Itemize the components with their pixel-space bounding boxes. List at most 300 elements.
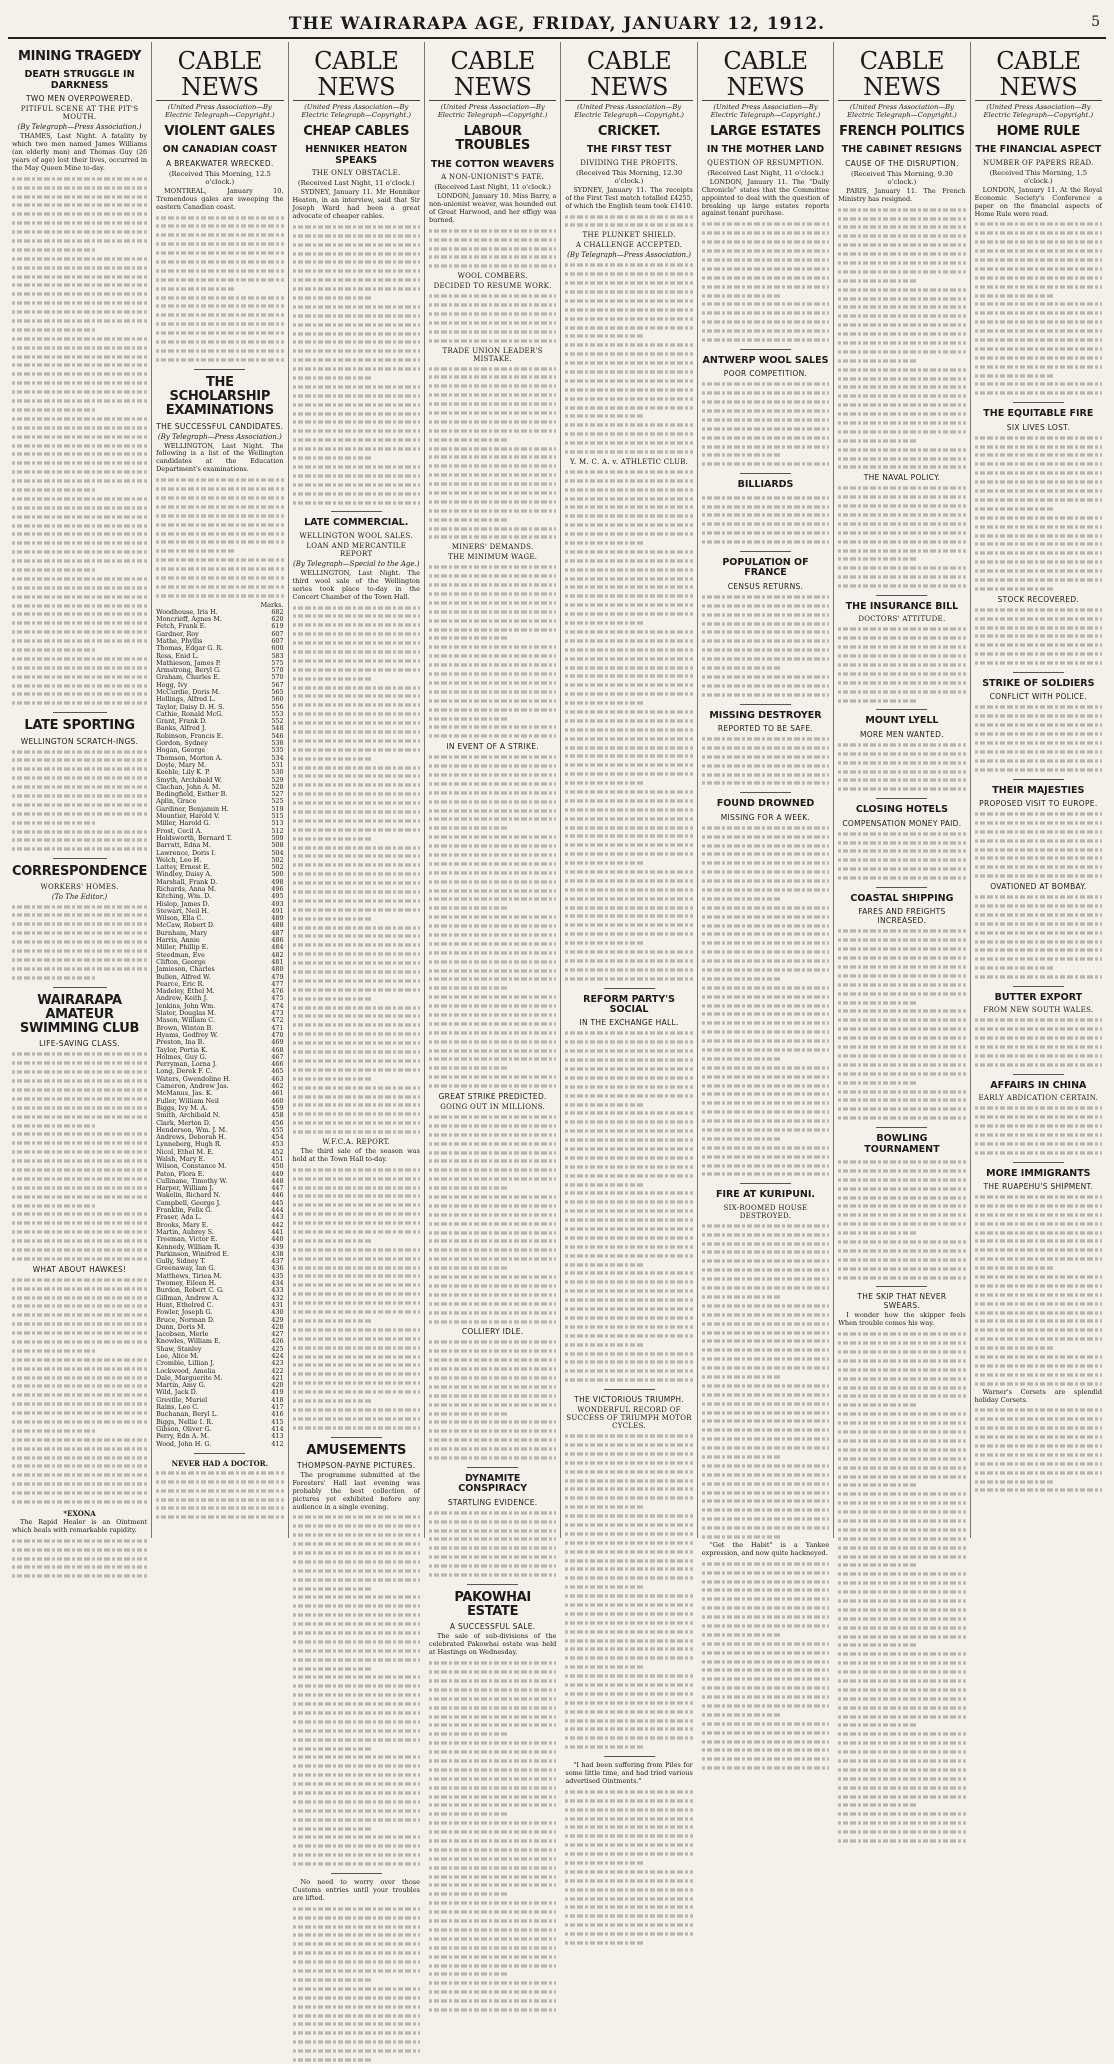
- text-line: [12, 1305, 147, 1308]
- text-line: [429, 394, 556, 397]
- text-line: [429, 1240, 556, 1243]
- text-line: [702, 933, 829, 936]
- text-line: [293, 243, 420, 246]
- text-line: [565, 1210, 692, 1213]
- text-line: [702, 1066, 829, 1069]
- candidate-marks: 414: [271, 1424, 284, 1433]
- headline-bowling: BOWLING TOURNAMENT: [864, 1133, 940, 1155]
- text-line: [838, 992, 965, 995]
- divider: [740, 792, 791, 793]
- text-line: [565, 506, 692, 509]
- subhead: NUMBER OF PAPERS READ.: [983, 158, 1094, 167]
- text-line: [293, 944, 420, 947]
- headline-pakowhai: PAKOWHAI ESTATE: [454, 1589, 531, 1620]
- text-line: [975, 338, 1102, 341]
- text-line: [565, 799, 692, 802]
- text-line: [429, 1742, 556, 1745]
- text-line: [293, 1658, 420, 1661]
- text-line: [293, 483, 420, 486]
- press-credit: (United Press Association—By Electric Telegraph—Copyright.): [710, 103, 821, 120]
- text-line: [838, 1715, 965, 1718]
- text-line: [429, 987, 508, 990]
- candidate-marks: 488: [271, 921, 284, 930]
- text-line: [975, 635, 1102, 638]
- text-line: [156, 296, 283, 299]
- text-line: [12, 417, 147, 420]
- text-line: [293, 1809, 420, 1812]
- text-line: [12, 1349, 96, 1352]
- text-line: [429, 1204, 556, 1207]
- text-line: [12, 1456, 147, 1459]
- text-line: [156, 340, 283, 343]
- candidate-marks: 442: [271, 1220, 284, 1229]
- candidate-name: McCurdie, Doris M.: [156, 687, 221, 696]
- text-line: [293, 1301, 420, 1304]
- candidate-marks: 440: [271, 1235, 284, 1244]
- illegible-text-block: [975, 893, 1102, 981]
- article-text: LONDON, January 11. The "Daily Chronicle" states that the Committee appointed to deal with the question of breaking up large estates reports against tenant purchase.: [701, 177, 830, 218]
- text-line: [293, 1747, 372, 1750]
- candidate-marks: 546: [271, 731, 284, 740]
- text-line: [429, 256, 556, 259]
- column-7: [834, 42, 970, 1538]
- text-line: [429, 1759, 556, 1762]
- candidate-marks: 489: [271, 914, 284, 923]
- text-line: [838, 412, 965, 415]
- text-line: [565, 666, 692, 669]
- subhead: A BREAKWATER WRECKED.: [166, 158, 274, 168]
- text-line: [565, 1094, 692, 1097]
- illegible-text-block: [838, 741, 965, 793]
- received-line: (Received This Morning, 12.5 o'clock.): [168, 169, 271, 186]
- text-line: [429, 1511, 556, 1514]
- text-line: [156, 594, 283, 597]
- candidate-marks: 552: [271, 717, 284, 726]
- text-line: [429, 699, 556, 702]
- text-line: [702, 1633, 781, 1636]
- text-line: [702, 1731, 829, 1734]
- divider: [740, 473, 791, 474]
- candidate-name: Waters, Gwendoline H.: [156, 1074, 231, 1083]
- text-line: [975, 445, 1102, 448]
- text-line: [12, 768, 147, 771]
- text-line: [565, 1639, 692, 1642]
- text-line: [975, 578, 1102, 581]
- text-line: [838, 1063, 965, 1066]
- text-line: [156, 278, 283, 281]
- text-line: [702, 870, 829, 873]
- illegible-text-block: [429, 1113, 556, 1325]
- text-line: [12, 462, 147, 465]
- text-line: [565, 559, 692, 562]
- subhead: WELLINGTON WOOL SALES.: [299, 531, 413, 540]
- text-line: [838, 226, 965, 229]
- text-line: [565, 1808, 692, 1811]
- candidate-name: Keeble, Lily K. P.: [156, 768, 211, 777]
- headline-reform-social: REFORM PARTY'S SOCIAL: [583, 993, 676, 1015]
- text-line: [429, 509, 556, 512]
- text-line: [975, 617, 1102, 620]
- text-line: [429, 1777, 556, 1780]
- text-line: [565, 1434, 692, 1437]
- text-line: [702, 496, 829, 499]
- text-line: [293, 1774, 420, 1777]
- candidate-marks: 455: [271, 1125, 284, 1134]
- text-line: [293, 810, 420, 813]
- subhead: THE FIRST TEST: [586, 144, 672, 156]
- candidate-name: Crombie, Lillian J.: [156, 1359, 215, 1368]
- subhead: MORE MEN WANTED.: [859, 729, 944, 739]
- illegible-text-block: [293, 223, 420, 507]
- candidate-marks: 413: [271, 1432, 284, 1441]
- text-line: [565, 648, 692, 651]
- headline-cricket: CRICKET.: [597, 124, 661, 140]
- subhead: LOAN AND MERCANTILE REPORT: [306, 541, 407, 558]
- text-line: [838, 646, 965, 649]
- text-line: [12, 444, 147, 447]
- candidate-name: Smyth, Archibald W.: [156, 775, 222, 784]
- candidate-name: Franklin, Felix G.: [156, 1206, 213, 1215]
- text-line: [156, 505, 283, 508]
- text-line: [702, 1260, 829, 1263]
- text-line: [293, 1640, 420, 1643]
- text-line: [293, 1015, 420, 1018]
- text-line: [565, 764, 692, 767]
- text-line: [975, 1063, 1102, 1066]
- press-credit: (United Press Association—By Electric Telegraph—Copyright.): [574, 103, 684, 120]
- article-text: SYDNEY, January 11. The receipts of the First Test match totalled £4255, of which the English team took £1410.: [565, 185, 693, 210]
- text-line: [702, 764, 829, 767]
- received-line: (Received Last Night, 11 o'clock.): [434, 183, 551, 192]
- illegible-text-block: [429, 292, 556, 344]
- text-line: [293, 279, 420, 282]
- text-line: [975, 232, 1102, 235]
- candidate-name: Gardner, Roy: [156, 629, 199, 638]
- text-line: [975, 866, 1102, 869]
- text-line: [429, 1946, 556, 1949]
- text-line: [975, 839, 1102, 842]
- text-line: [975, 436, 1102, 439]
- text-line: [293, 855, 420, 858]
- headline-closing-hotels: CLOSING HOTELS: [855, 804, 948, 816]
- divider: [53, 858, 107, 859]
- candidate-marks: 493: [271, 899, 284, 908]
- text-line: [565, 1666, 644, 1669]
- candidate-name: Mathieson, James P.: [156, 658, 221, 667]
- text-line: [156, 225, 283, 228]
- text-line: [702, 1651, 829, 1654]
- text-line: [565, 335, 644, 338]
- text-line: [293, 1782, 420, 1785]
- candidate-name: Rains, Leo C.: [156, 1403, 199, 1412]
- text-line: [565, 450, 692, 453]
- text-line: [975, 904, 1102, 907]
- text-line: [702, 1128, 829, 1131]
- text-line: [565, 1156, 692, 1159]
- text-line: [565, 1325, 692, 1328]
- text-line: [12, 1331, 147, 1334]
- text-line: [156, 532, 283, 535]
- candidate-marks: 570: [271, 666, 284, 675]
- text-line: [975, 1373, 1102, 1376]
- text-line: [12, 785, 147, 788]
- text-line: [429, 1385, 556, 1388]
- illegible-text-block: [975, 434, 1102, 593]
- candidate-marks: 450: [271, 1162, 284, 1171]
- text-line: [429, 818, 556, 821]
- text-line: [12, 648, 96, 651]
- text-line: [838, 1599, 965, 1602]
- text-line: [702, 888, 829, 891]
- masthead-rule: [8, 37, 1106, 39]
- text-line: [565, 1165, 692, 1168]
- divider: [53, 712, 107, 713]
- headline-antwerp: ANTWERP WOOL SALES: [702, 354, 829, 366]
- text-line: [838, 1501, 965, 1504]
- text-line: [293, 359, 420, 362]
- text-line: [293, 1213, 420, 1216]
- candidate-marks: 432: [271, 1293, 284, 1302]
- text-line: [838, 841, 965, 844]
- text-line: [975, 587, 1054, 590]
- candidate-marks: 469: [271, 1038, 284, 1047]
- candidate-marks: 535: [271, 746, 284, 755]
- text-line: [12, 595, 147, 598]
- text-line: [838, 1249, 965, 1252]
- text-line: [293, 1596, 420, 1599]
- received-line: (Received This Morning, 12.30 o'clock.): [575, 168, 683, 185]
- text-line: [293, 890, 420, 893]
- text-line: [838, 1430, 965, 1433]
- text-line: [565, 379, 692, 382]
- candidate-name: Barratt, Edna M.: [156, 841, 212, 850]
- text-line: [838, 948, 965, 951]
- text-line: [429, 1022, 556, 1025]
- text-line: [293, 1068, 420, 1071]
- candidate-row: [156, 1441, 283, 1448]
- text-line: [702, 1580, 829, 1583]
- text-line: [565, 1334, 692, 1337]
- divider: [53, 987, 107, 988]
- text-line: [838, 1679, 965, 1682]
- text-line: [975, 967, 1054, 970]
- text-line: [12, 328, 96, 331]
- text-line: [975, 392, 1102, 395]
- text-line: [12, 1097, 147, 1100]
- text-line: [293, 1355, 420, 1358]
- text-line: [838, 1448, 965, 1451]
- text-line: [293, 899, 420, 902]
- subhead: WHAT ABOUT HAWKES!: [32, 1264, 127, 1274]
- text-line: [293, 908, 420, 911]
- candidate-marks: 462: [271, 1082, 284, 1091]
- illegible-text-block: [702, 593, 829, 699]
- subhead: PITIFUL SCENE AT THE PIT'S MOUTH.: [20, 105, 139, 122]
- text-line: [293, 1275, 420, 1278]
- text-line: [702, 977, 781, 980]
- text-line: [293, 677, 372, 680]
- candidate-marks: 538: [271, 739, 284, 748]
- text-line: [565, 1352, 692, 1355]
- text-line: [838, 1546, 965, 1549]
- subhead: A CHALLENGE ACCEPTED.: [575, 241, 683, 250]
- text-line: [975, 715, 1102, 718]
- advertisement-text: No need to worry over those Customs entries until your troubles are lifted.: [292, 1878, 420, 1902]
- text-line: [565, 719, 692, 722]
- text-line: [702, 383, 829, 386]
- text-line: [838, 1466, 965, 1469]
- text-line: [429, 583, 556, 586]
- text-line: [565, 1041, 692, 1044]
- text-line: [565, 1817, 692, 1820]
- text-line: [293, 421, 420, 424]
- text-line: [12, 239, 147, 242]
- text-line: [838, 1099, 965, 1102]
- text-line: [429, 1367, 556, 1370]
- candidate-name: Gillman, Andrew A.: [156, 1293, 220, 1302]
- text-line: [702, 613, 829, 616]
- headline-late-commercial: LATE COMMERCIAL.: [304, 517, 409, 529]
- candidate-marks: 447: [271, 1184, 284, 1193]
- candidate-name: Moncrieff, Agnes M.: [156, 615, 222, 624]
- illegible-text-block: [975, 220, 1102, 397]
- text-line: [702, 1048, 829, 1051]
- text-line: [429, 1067, 508, 1070]
- text-line: [702, 1084, 829, 1087]
- text-line: [12, 319, 147, 322]
- text-line: [565, 781, 644, 784]
- text-line: [975, 741, 1102, 744]
- text-line: [565, 1790, 692, 1793]
- text-line: [12, 1278, 147, 1281]
- subhead: W.F.C.A. REPORT.: [322, 1137, 391, 1146]
- text-line: [429, 527, 556, 530]
- text-line: [565, 1032, 692, 1035]
- illegible-text-block: [702, 1222, 829, 1541]
- text-line: [838, 1484, 917, 1487]
- text-line: [565, 406, 692, 409]
- text-line: [702, 1277, 829, 1280]
- text-line: [565, 897, 692, 900]
- text-line: [156, 1507, 283, 1510]
- text-line: [975, 1037, 1102, 1040]
- text-line: [975, 1019, 1102, 1022]
- text-line: [975, 472, 1102, 475]
- text-line: [429, 518, 508, 521]
- text-line: [838, 1072, 965, 1075]
- subhead: DEATH STRUGGLE IN DARKNESS: [24, 69, 135, 91]
- text-line: [565, 657, 692, 660]
- text-line: [293, 1408, 420, 1411]
- text-line: [293, 979, 420, 982]
- press-credit: (United Press Association—By Electric Telegraph—Copyright.): [164, 103, 275, 120]
- text-line: [12, 1142, 147, 1145]
- text-line: [565, 1505, 644, 1508]
- text-line: [838, 457, 965, 460]
- text-line: [975, 1435, 1102, 1438]
- text-line: [565, 397, 692, 400]
- text-line: [293, 1121, 420, 1124]
- text-line: [565, 1254, 692, 1257]
- headline-scholarship: THE SCHOLARSHIP EXAMINATIONS: [165, 374, 274, 419]
- divider: [1013, 986, 1064, 987]
- text-line: [12, 559, 147, 562]
- text-line: [702, 249, 829, 252]
- text-line: [838, 1475, 965, 1478]
- text-line: [293, 323, 420, 326]
- candidate-marks: 420: [271, 1381, 284, 1390]
- text-line: [975, 1364, 1102, 1367]
- text-line: [429, 1724, 556, 1727]
- subhead: REPORTED TO BE SAFE.: [717, 723, 814, 733]
- text-line: [293, 1818, 420, 1821]
- text-line: [702, 1155, 829, 1158]
- candidate-name: Hogan, George: [156, 746, 206, 755]
- text-line: [565, 1799, 692, 1802]
- headline-amusements: AMUSEMENTS: [306, 1442, 407, 1458]
- text-line: [975, 1453, 1102, 1456]
- text-line: [293, 1729, 420, 1732]
- text-line: [975, 498, 1102, 501]
- text-line: [429, 1302, 556, 1305]
- text-line: [565, 612, 692, 615]
- candidate-marks: 477: [271, 979, 284, 988]
- text-line: [429, 1160, 556, 1163]
- text-line: [702, 1429, 829, 1432]
- candidate-marks: 423: [271, 1359, 284, 1368]
- subhead: IN EVENT OF A STRIKE.: [446, 742, 539, 752]
- candidate-marks: 619: [271, 622, 284, 631]
- text-line: [702, 1606, 829, 1609]
- text-line: [293, 1257, 420, 1260]
- text-line: [293, 926, 420, 929]
- candidate-marks: 484: [271, 943, 284, 952]
- text-line: [565, 1915, 692, 1918]
- text-line: [838, 1822, 965, 1825]
- text-line: [293, 234, 420, 237]
- text-line: [975, 1133, 1102, 1136]
- illegible-text-block: [838, 830, 965, 882]
- text-line: [565, 1343, 644, 1346]
- text-line: [429, 1447, 556, 1450]
- text-line: [975, 1346, 1054, 1349]
- text-line: [12, 622, 147, 625]
- candidate-name: Harper, William J.: [156, 1184, 214, 1193]
- text-line: [293, 917, 372, 920]
- text-line: [975, 223, 1102, 226]
- divider: [876, 595, 927, 596]
- text-line: [429, 1133, 556, 1136]
- text-line: [975, 857, 1102, 860]
- text-line: [838, 859, 965, 862]
- text-line: [975, 812, 1102, 815]
- text-line: [838, 965, 965, 968]
- candidate-marks: 471: [271, 1023, 284, 1032]
- text-line: [702, 1500, 829, 1503]
- text-line: [293, 1560, 420, 1563]
- candidate-marks: 417: [271, 1403, 284, 1412]
- text-line: [565, 861, 644, 864]
- candidate-name: Hogg, Ivy: [156, 680, 188, 689]
- text-line: [12, 693, 147, 696]
- text-line: [12, 914, 147, 917]
- candidate-name: Wakelin, Richard N.: [156, 1191, 221, 1200]
- candidate-marks: 448: [271, 1176, 284, 1185]
- text-line: [293, 712, 420, 715]
- text-line: [12, 821, 96, 824]
- text-line: [838, 386, 965, 389]
- subhead: (To The Editor.): [51, 892, 108, 901]
